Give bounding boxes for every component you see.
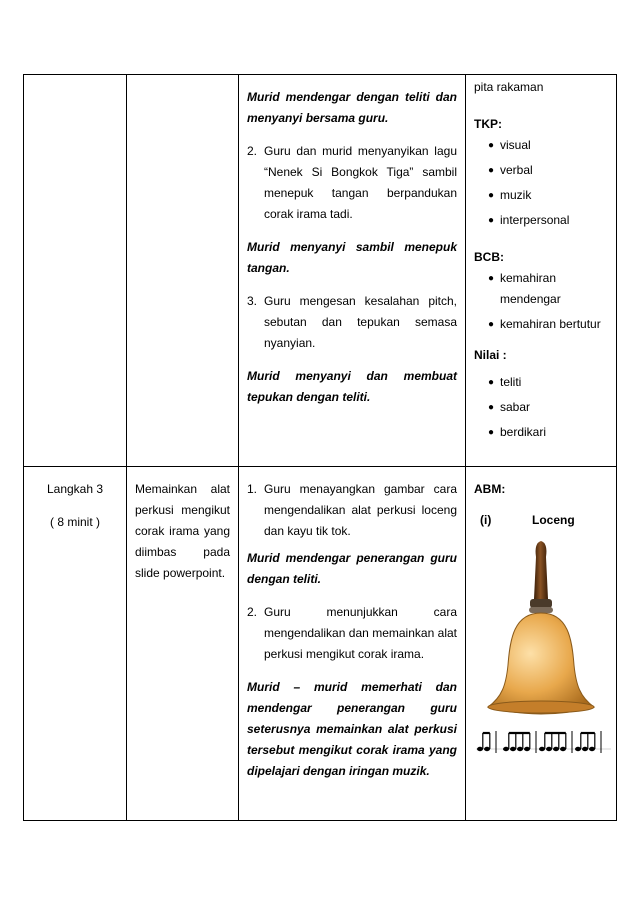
tkp-heading: TKP: xyxy=(474,117,502,131)
numbered-step: 1. Guru menayangkan gambar cara mengendalikan alat perkusi loceng dan kayu tik tok. xyxy=(247,482,457,538)
list-item xyxy=(474,268,608,310)
student-activity: Murid mendengar dengan teliti dan menyanyi bersama guru. xyxy=(247,90,457,125)
content-cell xyxy=(127,467,239,821)
notes-cell xyxy=(466,467,617,821)
lesson-plan-table xyxy=(23,74,617,821)
bullet-icon: ● xyxy=(488,165,495,176)
student-activity: Murid menyanyi dan membuat tepukan dengan teliti. xyxy=(247,369,457,404)
music-notes xyxy=(477,731,601,753)
note-head xyxy=(484,747,490,751)
list-item-text: interpersonal xyxy=(500,213,570,227)
list-item xyxy=(474,422,608,443)
content-text: Memainkan alat perkusi mengikut corak irama yang diimbas pada slide powerpoint. xyxy=(135,482,230,580)
list-item-text: visual xyxy=(500,138,531,152)
nilai-list xyxy=(474,372,608,443)
list-item-text: teliti xyxy=(500,375,522,389)
note-head xyxy=(517,747,523,751)
student-activity: Murid menyanyi sambil menepuk tangan. xyxy=(247,240,457,275)
bullet-icon: ● xyxy=(488,377,495,388)
numbered-step: 3. Guru mengesan kesalahan pitch, sebutan dan tepukan semasa nyanyian. xyxy=(247,294,457,350)
list-item-text: berdikari xyxy=(500,425,547,439)
note-head xyxy=(560,747,566,751)
list-item-text: kemahiran bertutur xyxy=(500,317,601,331)
step-label: Langkah 3 xyxy=(46,482,104,496)
note-head xyxy=(582,747,588,751)
content-cell xyxy=(127,75,239,467)
bullet-icon: ● xyxy=(488,190,495,201)
note-head xyxy=(477,747,483,751)
step-cell xyxy=(24,75,127,467)
activity-cell xyxy=(239,467,466,821)
numbered-step: 2. Guru menunjukkan cara mengendalikan dan memainkan alat perkusi mengikut corak irama. xyxy=(247,605,457,661)
numbered-step: 2. Guru dan murid menyanyikan lagu “Nenek Si Bongkok Tiga” sambil menepuk tangan berpandukan corak irama tadi. xyxy=(247,144,457,221)
note-head xyxy=(524,747,530,751)
list-item xyxy=(474,135,608,156)
list-item xyxy=(474,397,608,418)
list-item-text: muzik xyxy=(500,188,532,202)
bullet-icon: ● xyxy=(488,427,495,438)
list-item-text: kemahiran mendengar xyxy=(500,271,561,306)
step-cell xyxy=(24,467,127,821)
note-head xyxy=(510,747,516,751)
note-head xyxy=(589,747,595,751)
note-head xyxy=(575,747,581,751)
student-activity: Murid – murid memerhati dan mendengar penerangan guru seterusnya memainkan alat perkusi tersebut mengikut corak irama yang dipelajari dengan iringan muzik. xyxy=(247,680,457,778)
note-head xyxy=(539,747,545,751)
list-item xyxy=(474,372,608,393)
bcb-heading: BCB: xyxy=(474,250,504,264)
note-head xyxy=(546,747,552,751)
bullet-icon: ● xyxy=(488,402,495,413)
list-item-text: verbal xyxy=(500,163,533,177)
list-item xyxy=(474,210,608,231)
tkp-list xyxy=(474,135,608,231)
list-item xyxy=(474,160,608,181)
step-duration: ( 8 minit ) xyxy=(49,515,100,529)
bullet-icon: ● xyxy=(488,140,495,151)
bullet-icon: ● xyxy=(488,319,495,330)
bcb-list xyxy=(474,268,608,335)
bullet-icon: ● xyxy=(488,273,495,284)
abm-heading: ABM: xyxy=(474,482,506,496)
note-head xyxy=(503,747,509,751)
bullet-icon: ● xyxy=(488,215,495,226)
notes-text: pita rakaman xyxy=(474,80,544,94)
notes-cell xyxy=(466,75,617,467)
music-notation-icon xyxy=(476,727,611,757)
list-item-text: sabar xyxy=(500,400,531,414)
note-head xyxy=(553,747,559,751)
abm-item: (i) Loceng xyxy=(480,513,575,527)
bell-icon xyxy=(474,535,609,735)
table-row xyxy=(24,467,617,821)
student-activity: Murid mendengar penerangan guru dengan teliti. xyxy=(247,551,457,586)
activity-cell xyxy=(239,75,466,467)
nilai-heading: Nilai : xyxy=(474,348,507,362)
list-item xyxy=(474,314,608,335)
list-item xyxy=(474,185,608,206)
table-row xyxy=(24,75,617,467)
